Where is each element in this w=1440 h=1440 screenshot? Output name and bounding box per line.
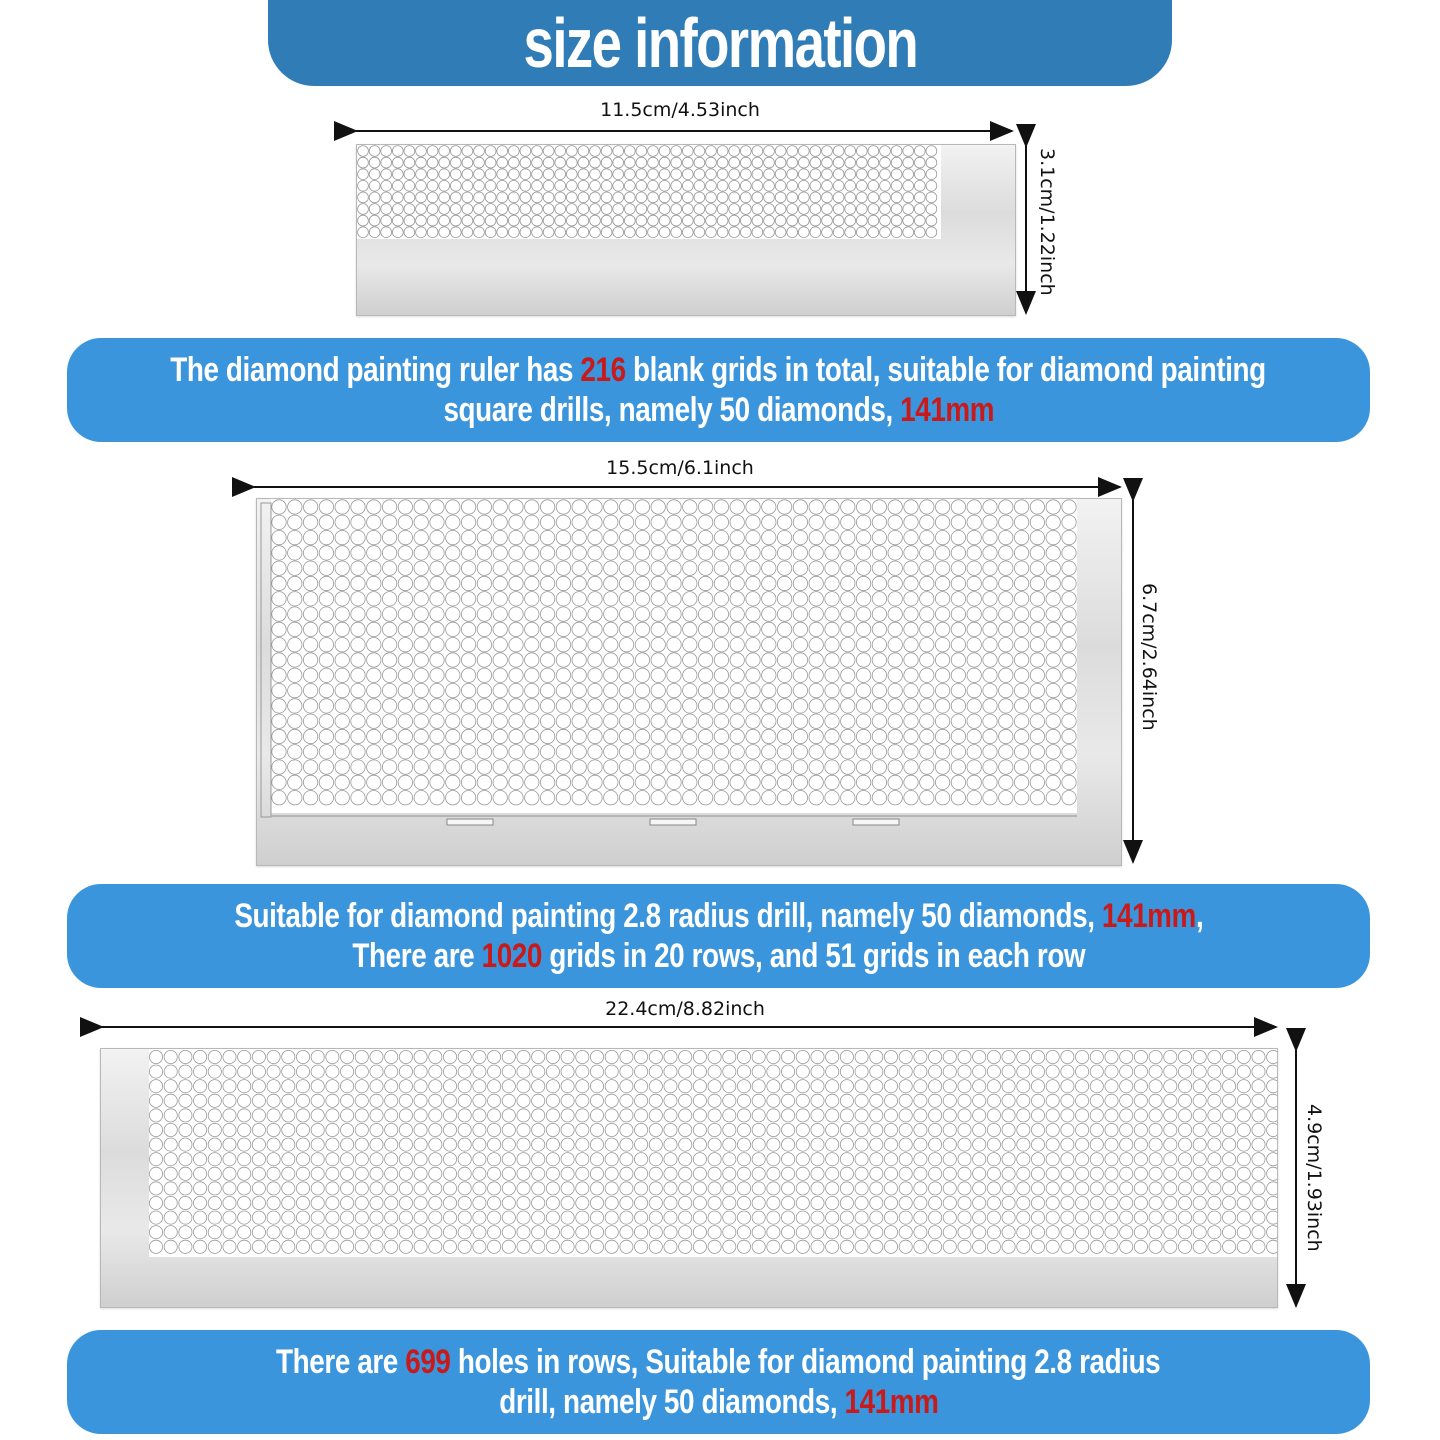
banner-2-line-2: There are 1020 grids in 20 rows, and 51 grids in each row	[352, 937, 1085, 975]
header-banner	[268, 0, 1172, 86]
banner-1-line-1: The diamond painting ruler has 216 blank grids in total, suitable for diamond painting	[170, 351, 1267, 389]
ruler2-height-label: 6.7cm/2.64inch	[1138, 583, 1160, 731]
info-banner-2	[67, 884, 1370, 988]
banner-3-line-2: drill, namely 50 diamonds, 141mm	[498, 1383, 939, 1421]
ruler1-height-label: 3.1cm/1.22inch	[1036, 148, 1058, 296]
ruler3-width-label: 22.4cm/8.82inch	[605, 998, 765, 1020]
ruler-3-hole-ruler	[100, 1048, 1278, 1308]
info-banner-1	[67, 338, 1370, 442]
ruler1-width-label: 11.5cm/4.53inch	[600, 99, 760, 121]
ruler-1-square-drill	[356, 144, 1016, 316]
banner-2-line-1: Suitable for diamond painting 2.8 radius drill, namely 50 diamonds, 141mm,	[234, 897, 1203, 935]
ruler-2-round-drill-grid	[256, 498, 1122, 866]
page-title: size information	[523, 4, 917, 82]
banner-1-line-2: square drills, namely 50 diamonds, 141mm	[443, 391, 994, 429]
ruler3-height-label: 4.9cm/1.93inch	[1303, 1104, 1325, 1252]
banner-3-line-1: There are 699 holes in rows, Suitable for diamond painting 2.8 radius	[276, 1343, 1161, 1381]
info-banner-3	[67, 1330, 1370, 1434]
ruler2-width-label: 15.5cm/6.1inch	[606, 457, 754, 479]
